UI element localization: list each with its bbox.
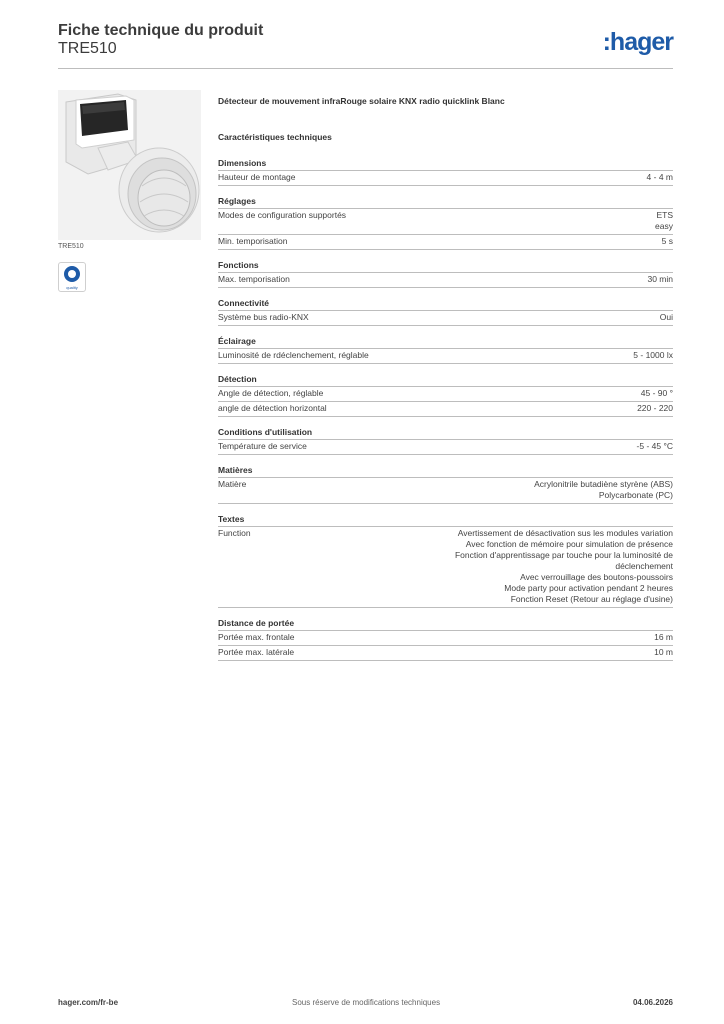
spec-label: Modes de configuration supportés [218, 210, 347, 220]
spec-value: 5 - 1000 lx [633, 350, 673, 360]
spec-row [218, 402, 673, 417]
spec-value: Fonction Reset (Retour au réglage d'usine) [510, 594, 673, 604]
spec-values [647, 172, 673, 183]
spec-label: Matière [218, 479, 247, 489]
spec-value: Mode party pour activation pendant 2 heures [504, 583, 673, 593]
spec-label: Portée max. frontale [218, 632, 295, 642]
spec-section [218, 336, 673, 364]
spec-row [218, 235, 673, 250]
section-title: Distance de portée [218, 618, 673, 631]
section-title: Réglages [218, 196, 673, 209]
spec-label: Température de service [218, 441, 307, 451]
product-image [58, 90, 201, 240]
spec-values [654, 632, 673, 643]
characteristics-title: Caractéristiques techniques [218, 132, 332, 142]
spec-row [218, 478, 673, 504]
spec-value: Fonction d'apprentissage par touche pour la luminosité de [454, 550, 673, 560]
spec-row [218, 171, 673, 186]
spec-section [218, 158, 673, 186]
spec-value: -5 - 45 °C [636, 441, 673, 451]
spec-values [455, 528, 673, 605]
footer-date: 04.06.2026 [632, 998, 673, 1007]
spec-row [218, 349, 673, 364]
spec-row [218, 209, 673, 235]
quality-certification-icon [58, 262, 86, 292]
section-title: Connectivité [218, 298, 673, 311]
spec-value: Avec fonction de mémoire pour simulation de présence [465, 539, 673, 549]
spec-row [218, 646, 673, 661]
product-reference: TRE510 [58, 40, 117, 57]
section-title: Détection [218, 374, 673, 387]
spec-section [218, 260, 673, 288]
quality-badge-icon [64, 266, 80, 282]
spec-values [641, 388, 673, 399]
spec-value: 4 - 4 m [646, 172, 673, 182]
spec-section [218, 196, 673, 250]
spec-values [654, 647, 673, 658]
section-title: Dimensions [218, 158, 673, 171]
spec-values [660, 312, 673, 323]
spec-value: 16 m [654, 632, 673, 642]
spec-label: Min. temporisation [218, 236, 288, 246]
spec-sections [218, 158, 673, 661]
spec-value: déclenchement [615, 561, 673, 571]
section-title: Fonctions [218, 260, 673, 273]
spec-value: 45 - 90 ° [640, 388, 673, 398]
spec-label: angle de détection horizontal [218, 403, 327, 413]
spec-row [218, 527, 673, 608]
spec-values [534, 479, 673, 501]
spec-value: Avertissement de désactivation sus les modules variation [457, 528, 673, 538]
spec-values [662, 236, 673, 247]
spec-value: Acrylonitrile butadiène styrène (ABS) [534, 479, 673, 489]
spec-label: Système bus radio-KNX [218, 312, 309, 322]
spec-label: Angle de détection, réglable [218, 388, 324, 398]
spec-values [637, 441, 673, 452]
spec-row [218, 273, 673, 288]
spec-row [218, 311, 673, 326]
spec-value: easy [655, 221, 673, 231]
spec-section [218, 514, 673, 608]
spec-values [637, 403, 673, 414]
section-title: Textes [218, 514, 673, 527]
spec-row [218, 440, 673, 455]
product-description: Détecteur de mouvement infraRouge solaire KNX radio quicklink Blanc [218, 96, 505, 106]
spec-label: Function [218, 528, 251, 538]
spec-row [218, 631, 673, 646]
footer-disclaimer: Sous réserve de modifications techniques [292, 998, 441, 1007]
footer-website-link[interactable]: hager.com/fr-be [58, 998, 119, 1007]
page-title: Fiche technique du produit [58, 22, 264, 39]
spec-row [218, 387, 673, 402]
spec-section [218, 298, 673, 326]
spec-section [218, 427, 673, 455]
spec-section [218, 465, 673, 504]
spec-section [218, 618, 673, 661]
spec-value: ETS [656, 210, 673, 220]
spec-values [655, 210, 673, 232]
spec-value: Avec verrouillage des boutons-poussoirs [520, 572, 673, 582]
spec-label: Luminosité de rdéclenchement, réglable [218, 350, 369, 360]
spec-value: Oui [659, 312, 673, 322]
spec-values [633, 350, 673, 361]
spec-section [218, 374, 673, 417]
spec-values [647, 274, 673, 285]
section-title: Matières [218, 465, 673, 478]
spec-label: Portée max. latérale [218, 647, 295, 657]
image-caption: TRE510 [58, 243, 84, 250]
cert-label: quality [66, 285, 78, 290]
spec-value: Polycarbonate (PC) [598, 490, 673, 500]
motion-detector-illustration [58, 90, 201, 240]
section-title: Éclairage [218, 336, 673, 349]
spec-label: Max. temporisation [218, 274, 290, 284]
page-header [58, 22, 673, 69]
section-title: Conditions d'utilisation [218, 427, 673, 440]
spec-value: 220 - 220 [637, 403, 673, 413]
spec-value: 5 s [661, 236, 673, 246]
spec-value: 10 m [654, 647, 673, 657]
spec-content [218, 96, 673, 671]
brand-logo: :hager [602, 28, 673, 56]
spec-label: Hauteur de montage [218, 172, 296, 182]
spec-value: 30 min [647, 274, 673, 284]
